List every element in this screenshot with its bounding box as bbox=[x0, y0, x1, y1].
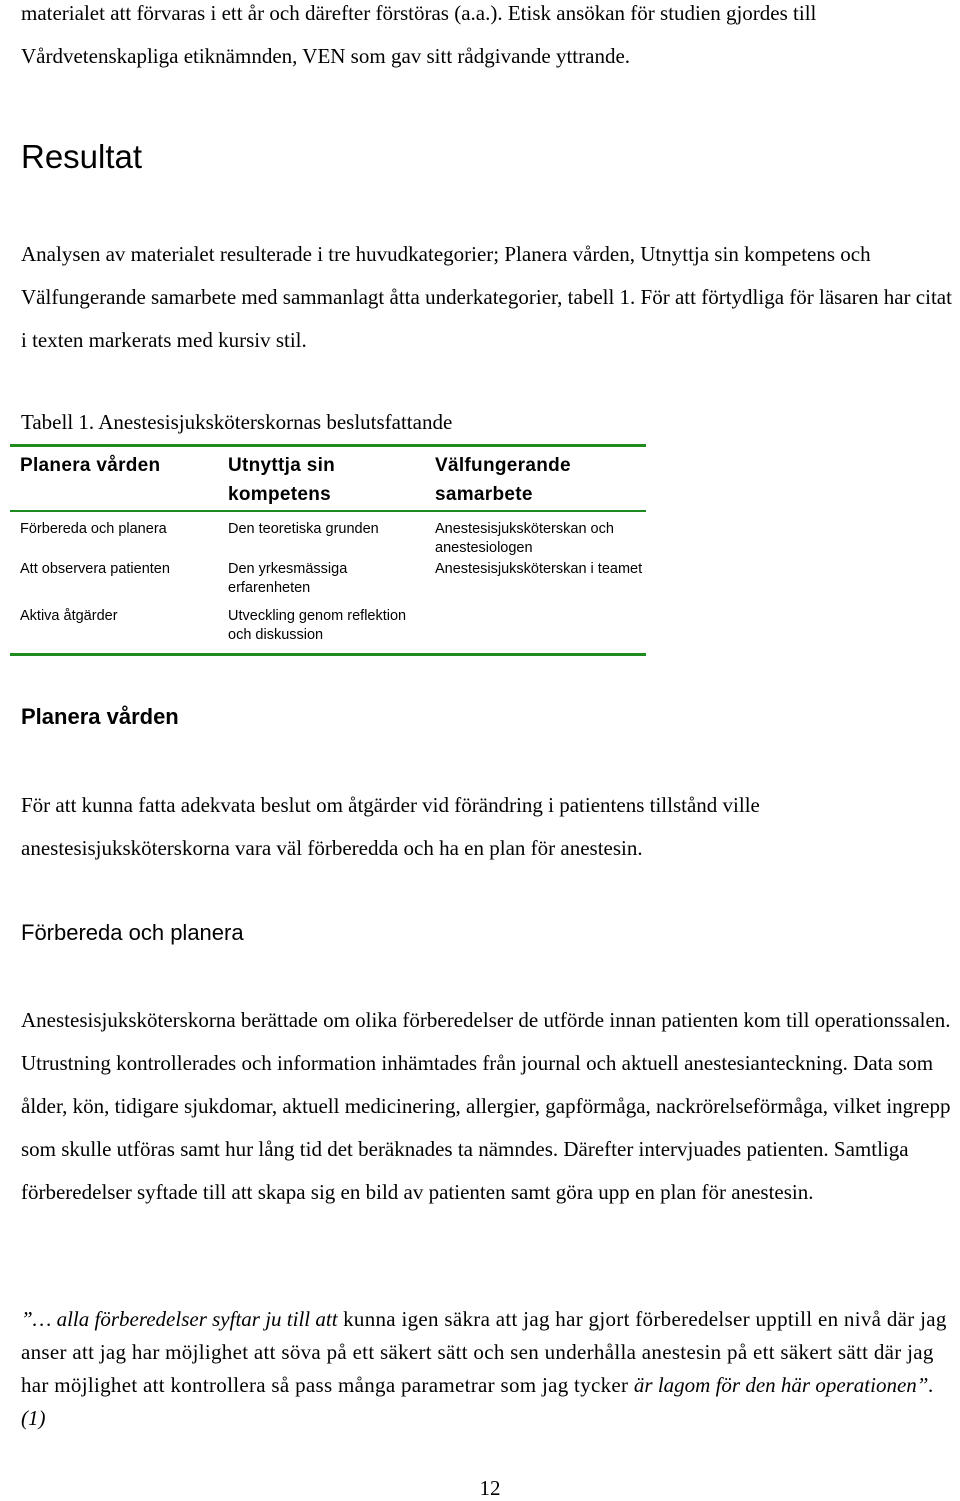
table-cell: Att observera patienten bbox=[20, 561, 170, 577]
page-number: 12 bbox=[479, 1476, 501, 1500]
quote-italic-end: är lagom för den här operationen”. (1) bbox=[21, 1373, 934, 1430]
table-row bbox=[10, 607, 646, 653]
table-cell: Den teoretiska grunden bbox=[228, 521, 379, 537]
table-cell: Den yrkesmässiga erfarenheten bbox=[228, 561, 348, 596]
table-caption: Tabell 1. Anestesisjuksköterskornas beslutsfattande bbox=[21, 410, 453, 434]
table-row bbox=[10, 512, 646, 560]
heading-forbereda-och-planera: Förbereda och planera bbox=[21, 920, 244, 945]
table-cell: Aktiva åtgärder bbox=[20, 608, 118, 624]
table-cell: Förbereda och planera bbox=[20, 521, 167, 537]
interview-quote bbox=[21, 1303, 956, 1435]
forbereda-paragraph: Anestesisjuksköterskorna berättade om olika förberedelser de utförde innan patienten kom till operationssalen. Utrustning kontrollerades och information inhämtades från journal och aktuell anestesianteckning. Data som ålder, kön, tidigare sjukdomar, aktuell medicinering, allergier, gapförmåga, nackrörelseförmåga, vilket ingrepp som skulle utföras samt hur lång tid det beräknades ta nämndes. Därefter intervjuades patienten. Samtliga förberedelser syftade till att skapa sig en bild av patienten samt göra upp en plan för anestesin. bbox=[21, 1008, 951, 1204]
quote-italic-start: ”… alla förberedelser syftar ju till att bbox=[21, 1307, 338, 1331]
intro-paragraph: materialet att förvaras i ett år och därefter förstöras (a.a.). Etisk ansökan för studien gjordes till Vårdvetenskapliga etiknämnden, VEN som gav sitt rådgivande yttrande. bbox=[21, 1, 817, 68]
table-header-cell: Välfungerande samarbete bbox=[435, 455, 571, 505]
heading-resultat: Resultat bbox=[21, 138, 143, 175]
categories-table bbox=[10, 444, 646, 656]
table-header-cell: Planera vården bbox=[20, 455, 161, 476]
analysen-paragraph: Analysen av materialet resulterade i tre huvudkategorier; Planera vården, Utnyttja sin kompetens och Välfungerande samarbete med sammanlagt åtta underkategorier, tabell 1. För att förtydliga för läsaren har citat i texten markerats med kursiv stil. bbox=[21, 242, 952, 352]
table-header-cell: Utnyttja sin kompetens bbox=[228, 455, 336, 505]
table-cell: Anestesisjuksköterskan i teamet bbox=[435, 561, 643, 577]
table-cell bbox=[425, 607, 646, 653]
heading-planera-varden: Planera vården bbox=[21, 704, 179, 729]
table-row bbox=[10, 560, 646, 607]
table-header-row bbox=[10, 447, 646, 512]
table-cell: Utveckling genom reflektion och diskussion bbox=[228, 608, 407, 643]
table-cell: Anestesisjuksköterskan och anestesiologen bbox=[435, 521, 614, 556]
quote-text: kunna igen säkra att jag har gjort förberedelser upptill en nivå där jag anser att jag har möjlighet att söva på ett säkert sätt och sen underhålla anestesin på ett säkert sätt där jag har möjlighet att kontrollera så pass många parametrar som jag tycker bbox=[21, 1307, 947, 1397]
planera-paragraph: För att kunna fatta adekvata beslut om åtgärder vid förändring i patientens tillstånd ville anestesisjuksköterskorna vara väl förberedda och ha en plan för anestesin. bbox=[21, 793, 760, 860]
